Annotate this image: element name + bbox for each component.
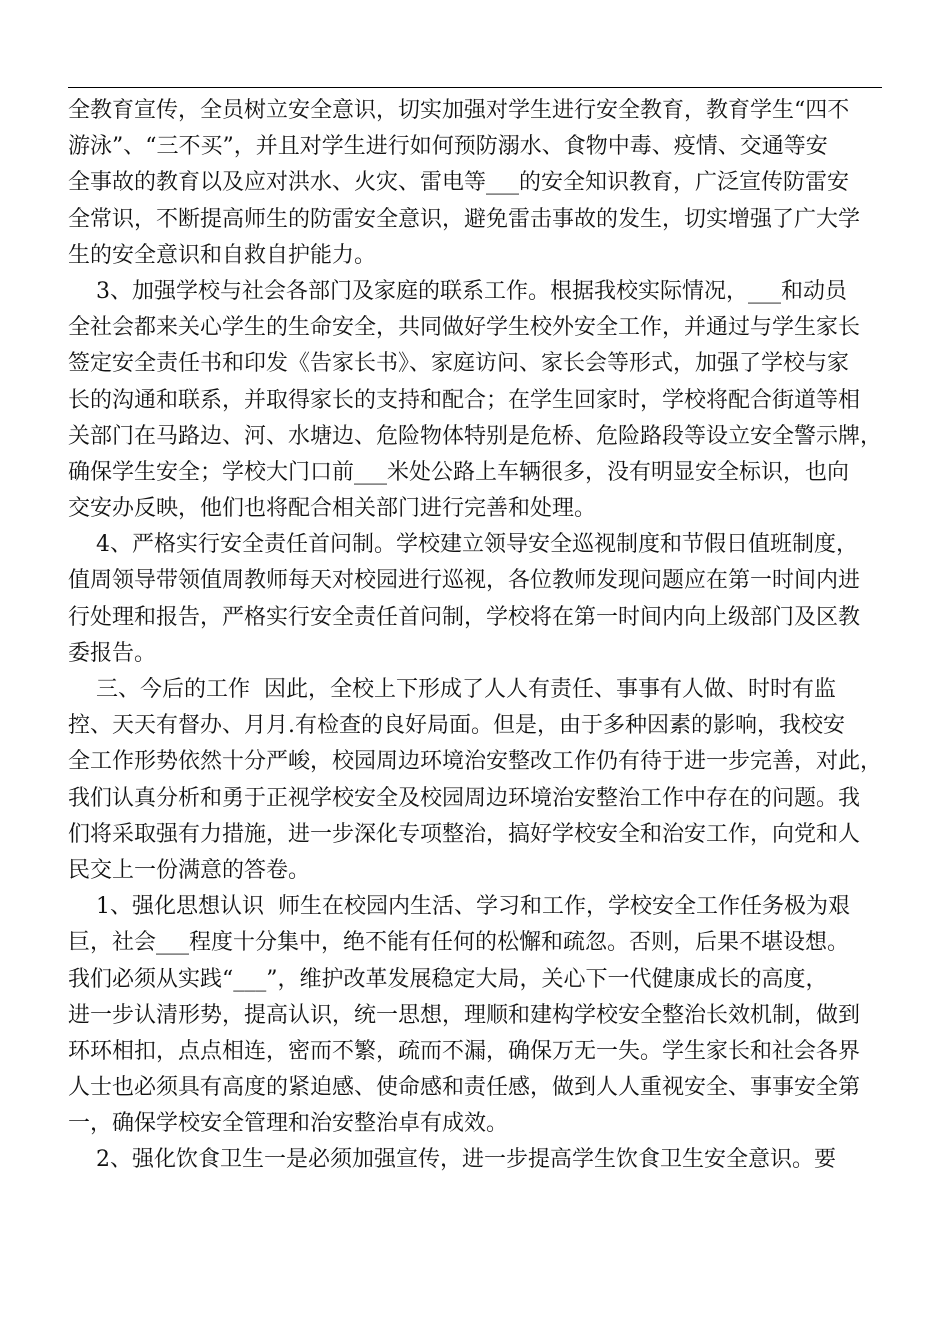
paragraph (68, 672, 884, 889)
text-line: 们将采取强有力措施，进一步深化专项整治，搞好学校安全和治安工作，向党和人 (68, 821, 861, 847)
text-line: 2、强化饮食卫生一是必须加强宣传，进一步提高学生饮食卫生安全意识。要 (68, 1147, 836, 1173)
text-line: 全常识，不断提高师生的防雷安全意识，避免雷击事故的发生，切实增强了广大学 (68, 206, 861, 232)
text-line: 1、强化思想认识 师生在校园内生活、学习和工作，学校安全工作任务极为艰 (68, 894, 850, 920)
text-line: 确保学生安全；学校大门口前___米处公路上车辆很多，没有明显安全标识，也向 (68, 459, 850, 485)
text-line: 长的沟通和联系，并取得家长的支持和配合；在学生回家时，学校将配合街道等相 (68, 387, 861, 413)
text-line: 全工作形势依然十分严峻，校园周边环境治安整改工作仍有待于进一步完善，对此， (68, 749, 883, 775)
text-line: 3、加强学校与社会各部门及家庭的联系工作。根据我校实际情况，___和动员 (68, 278, 847, 304)
text-line: 行处理和报告，严格实行安全责任首问制，学校将在第一时间内向上级部门及区教 (68, 604, 861, 630)
text-line: 我们必须从实践“___”，维护改革发展稳定大局，关心下一代健康成长的高度， (68, 966, 828, 992)
text-line: 签定安全责任书和印发《告家长书》、家庭访问、家长会等形式，加强了学校与家 (68, 351, 850, 377)
paragraph (68, 93, 884, 274)
paragraph (68, 1142, 884, 1178)
text-line: 控、天天有督办、月月.有检查的良好局面。但是，由于多种因素的影响，我校安 (68, 713, 845, 739)
text-line: 游泳”、“三不买”，并且对学生进行如何预防溺水、食物中毒、疫情、交通等安 (68, 134, 828, 160)
text-line: 生的安全意识和自救自护能力。 (68, 242, 377, 268)
text-line: 关部门在马路边、河、水塘边、危险物体特别是危桥、危险路段等设立安全警示牌， (68, 423, 883, 449)
text-line: 委报告。 (68, 640, 157, 666)
text-line: 环环相扣，点点相连，密而不繁，疏而不漏，确保万无一失。学生家长和社会各界 (68, 1038, 861, 1064)
paragraph (68, 889, 884, 1142)
text-line: 值周领导带领值周教师每天对校园进行巡视，各位教师发现问题应在第一时间内进 (68, 568, 861, 594)
text-line: 人士也必须具有高度的紧迫感、使命感和责任感，做到人人重视安全、事事安全第 (68, 1075, 861, 1101)
text-line: 全事故的教育以及应对洪水、火灾、雷电等___的安全知识教育，广泛宣传防雷安 (68, 170, 850, 196)
text-line: 全教育宣传，全员树立安全意识，切实加强对学生进行安全教育，教育学生“四不 (68, 98, 850, 123)
text-line: 巨，社会___程度十分集中，绝不能有任何的松懈和疏忽。否则，后果不堪设想。 (68, 930, 850, 956)
document-body (68, 93, 884, 1179)
text-line: 我们认真分析和勇于正视学校安全及校园周边环境治安整治工作中存在的问题。我 (68, 785, 861, 811)
paragraph (68, 527, 884, 672)
text-line: 一，确保学校安全管理和治安整治卓有成效。 (68, 1111, 509, 1137)
header-rule (68, 87, 882, 88)
text-line: 全社会都来关心学生的生命安全，共同做好学生校外安全工作，并通过与学生家长 (68, 315, 861, 341)
text-line: 4、严格实行安全责任首问制。学校建立领导安全巡视制度和节假日值班制度， (68, 532, 858, 558)
text-line: 民交上一份满意的答卷。 (68, 857, 311, 883)
text-line: 三、今后的工作 因此，全校上下形成了人人有责任、事事有人做、时时有监 (68, 677, 836, 702)
text-line: 进一步认清形势，提高认识，统一思想，理顺和建构学校安全整治长效机制，做到 (68, 1002, 861, 1028)
text-line: 交安办反映，他们也将配合相关部门进行完善和处理。 (68, 496, 597, 522)
paragraph (68, 274, 884, 527)
